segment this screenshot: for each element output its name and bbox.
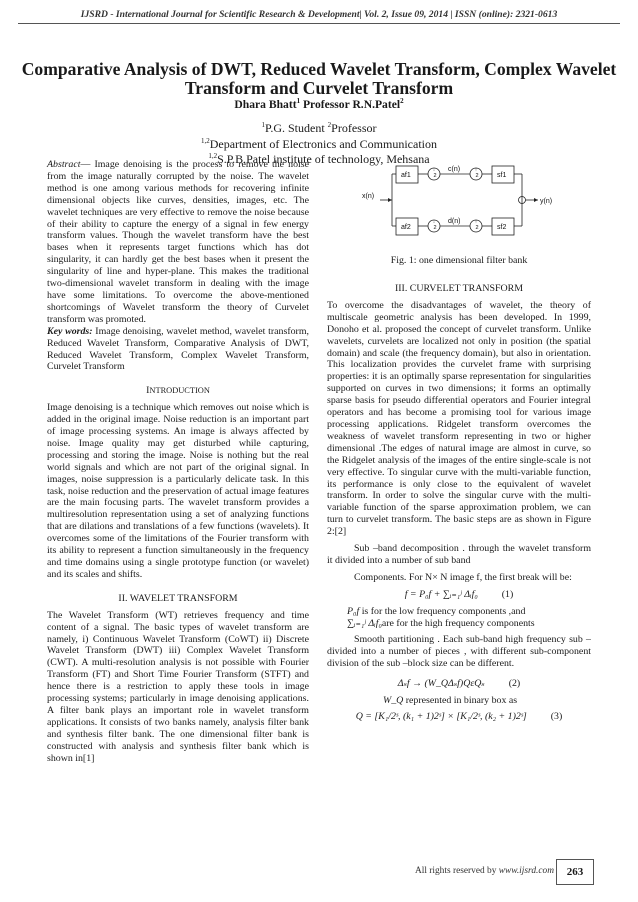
section-2-text: The Wavelet Transform (WT) retrieves frequency and time content of a signal. The basic types of wavelet transform are namely, i) Continuous Wavelet Transform (CoWT) ii) Discrete Wavelet Transform (DWT) iii) Complex Wavelet Transform (CWT). A multi-resolution analysis is not possible with Fourier Transform (FT) and Short Time Fourier Transform (STFT) and hence there is a restriction to apply these tools in image processing systems; particularly in image denoising applications. A filter bank plays an important role in wavelet transform applications. It consists of two banks namely, analysis filter bank and synthesis filter bank. The one dimensional filter bank is constructed with analysis and synthesis filter bank which is shown in[1] bbox=[47, 609, 309, 764]
step-1b-a: Components. For N bbox=[354, 571, 433, 583]
sum-text: are for the high frequency components bbox=[381, 617, 535, 629]
equation-3-body: Q = [K₁/2ˢ, (k₁ + 1)2ˢ] × [K₁/2ˢ, (k₂ + 1)2ˢ] bbox=[355, 711, 527, 722]
p0-text: is for the low frequency components ,and bbox=[359, 605, 526, 617]
keywords bbox=[47, 326, 309, 374]
downsample-label: 2 bbox=[433, 173, 437, 179]
header-rule bbox=[18, 23, 620, 24]
section-2-heading: II. WAVELET TRANSFORM bbox=[118, 592, 238, 604]
upsample-label: 2 bbox=[475, 225, 479, 231]
author-1: Dhara Bhatt bbox=[234, 98, 297, 111]
section-3-text: To overcome the disadvantages of wavelet, the theory of multiscale geometric analysis has been developed. In 1999, Donoho et al. proposed the concept of curvelet transform. Unlike wavelets, curvelets are localized not only in position (the spatial domain) and scale (the frequency domain), but also in orientation. This localization provides the curvelet frame with surprising properties: it is an optimally sparse representation for singularities supported on curves in two dimensions; it forms an optimally sparse basis for pseudo differential operators and Fourier integral operators and has become a promising tool for various image processing applications. Ridgelet transform overcomes the weakness of wavelet transform representing in two or higher dimensional .The edges of natural image are almost in curve, so the Ridgelet analysis of the images of the entire single-scale is not very effective. To singular curve with the multi-variable function, its performance is only close to the equivalent of wavelet transform. In order to solve the singular curve with the multi-variable function of the sparse approximation problem, we can turn to curvelet transform. The basic steps are as shown in Figure 2:[2] bbox=[327, 299, 591, 538]
footer-rights bbox=[415, 866, 554, 876]
output-label: y(n) bbox=[540, 198, 553, 205]
equation-2-number: (2) bbox=[508, 678, 521, 690]
role-sup-2: 2 bbox=[327, 121, 332, 129]
step-2: Smooth partitioning . Each sub-band high frequency sub –divided into a number of pieces , with different sub-component division of the sub –block size can be different. bbox=[327, 634, 591, 670]
section-3-heading: III. CURVELET TRANSFORM bbox=[394, 283, 524, 294]
step-1: Sub –band decomposition . through the wavelet transform it divided into a number of sub band bbox=[327, 543, 591, 566]
equation-3 bbox=[327, 711, 591, 723]
role-2: Professor bbox=[331, 121, 377, 135]
section-1-heading bbox=[47, 385, 309, 397]
af2-label: af2 bbox=[401, 224, 411, 231]
abstract bbox=[47, 159, 309, 326]
role-1: P.G. Student bbox=[264, 121, 328, 135]
c-label: c(n) bbox=[448, 166, 461, 173]
equation-1-body: f = P₀f + ∑ᵢ₌₁ʲ Δᵢf₀ bbox=[404, 588, 478, 600]
keywords-text: Image denoising, wavelet method, wavelet transform, Reduced Wavelet Transform, Comparative Analysis of DWT, Reduced Wavelet Transform, Complex Wavelet Transform, Curvelet Transform bbox=[47, 325, 309, 373]
affiliation-roles bbox=[0, 121, 638, 135]
section-1-rest: NTRODUCTION bbox=[149, 386, 210, 396]
down-arrow-icon: ↓ bbox=[432, 167, 436, 172]
paper-title: Comparative Analysis of DWT, Reduced Wavelet Transform, Complex Wavelet Transform and Curvelet Transform bbox=[21, 59, 617, 98]
step-1b-b: × N bbox=[432, 571, 448, 583]
up-arrow-icon: ↑ bbox=[474, 219, 478, 224]
step-1b-c: image f, the first break will be: bbox=[447, 571, 572, 583]
step-1b bbox=[327, 572, 591, 584]
filter-bank-diagram bbox=[362, 160, 558, 246]
abstract-text: — Image denoising is the process to remove the noise from the image naturally corrupted by the noise. The wavelet method is one among various methods for recovering infinite dimensional objects like curves, densities, images, etc. The wavelet techniques are very effective to remove the noise because of their ability to capture the energy of a signal in few energy transform values. Though the wavelet transform have the best bases when it represents target functions which has dot singularity, it can hardly get the best bases when it present the singularity of line and hyper-plane. This makes the traditional two-dimensional wavelet transform in dealing with the image have some limitations. To overcome the above-mentioned shortcomings of Wavelet transform the theory of Curvelet transform was promoted. bbox=[47, 159, 309, 325]
section-1-text: Image denoising is a technique which removes out noise which is added in the original image. Noise reduction is an important part of image processing systems. An image is always affected by noise. Image quality may get disturbed while capturing, processing and storing the image. Noise is nothing but the real world signals and which are not part of the original signal. In images, noise suppression is a particularly delicate task. In this task, noise reduction and the preservation of actual image features are the main focusing parts. The wavelet transform provides a multiresolution representation using a set of analyzing functions that are dilations and translations of a few functions (wavelets). It overcomes some of the limitations of the Fourier transform with its ability to represent a function simultaneously in the frequency and time domains using a single prototype function (or wavelet) and its scales and shifts. bbox=[47, 402, 309, 580]
upsample-label: 2 bbox=[475, 173, 479, 179]
equation-2-body: Δₛf → (W_QΔₛf)QεQₛ bbox=[397, 678, 485, 690]
authors bbox=[0, 98, 638, 111]
dept-sup: 1,2 bbox=[200, 137, 210, 145]
author-1-sup: 1 bbox=[296, 97, 301, 106]
wq-symbol: W_Q bbox=[383, 695, 404, 707]
figure-caption: Fig. 1: one dimensional filter bank bbox=[390, 255, 528, 266]
input-label: x(n) bbox=[362, 193, 375, 200]
p0-description bbox=[327, 606, 591, 618]
sf1-label: sf1 bbox=[497, 172, 507, 179]
sum-description bbox=[327, 618, 591, 630]
inst-text: S.P.B.Patel institute of technology, Mehsana bbox=[217, 152, 430, 166]
sf2-label: sf2 bbox=[497, 224, 507, 231]
af1-label: af1 bbox=[401, 172, 411, 179]
author-2: Professor R.N.Patel bbox=[300, 98, 401, 111]
footer-rights-text: All rights reserved by bbox=[414, 866, 499, 876]
journal-header: IJSRD - International Journal for Scientific Research & Development| Vol. 2, Issue 09, 2014 | ISSN (online): 2321-0613 bbox=[80, 9, 558, 20]
abstract-label: Abstract bbox=[47, 159, 81, 170]
keywords-label: Key words: bbox=[47, 325, 93, 337]
affiliation-dept bbox=[0, 137, 638, 151]
down-arrow-icon: ↓ bbox=[432, 219, 436, 224]
right-column bbox=[327, 283, 591, 728]
footer-site-link[interactable]: www.ijsrd.com bbox=[498, 866, 554, 876]
p0-symbol: P₀f bbox=[347, 605, 360, 617]
left-column bbox=[47, 159, 309, 765]
d-label: d(n) bbox=[448, 218, 461, 225]
equation-3-number: (3) bbox=[550, 711, 563, 722]
sum-symbol: ∑ᵢ₌₁ʲ Δᵢf₀ bbox=[347, 617, 382, 629]
downsample-label: 2 bbox=[433, 225, 437, 231]
equation-1 bbox=[327, 589, 591, 601]
equation-1-number: (1) bbox=[501, 588, 514, 600]
role-sup-1: 1 bbox=[261, 121, 265, 129]
wq-description bbox=[327, 695, 591, 707]
page-number: 263 bbox=[556, 859, 594, 885]
up-arrow-icon: ↑ bbox=[474, 167, 478, 172]
dept-text: Department of Electronics and Communication bbox=[209, 137, 438, 151]
inst-sup: 1,2 bbox=[208, 152, 218, 160]
section-1-cap: I bbox=[146, 385, 150, 397]
author-2-sup: 2 bbox=[400, 97, 404, 106]
wq-text: represented in binary box as bbox=[403, 695, 518, 707]
equation-2 bbox=[327, 678, 591, 690]
